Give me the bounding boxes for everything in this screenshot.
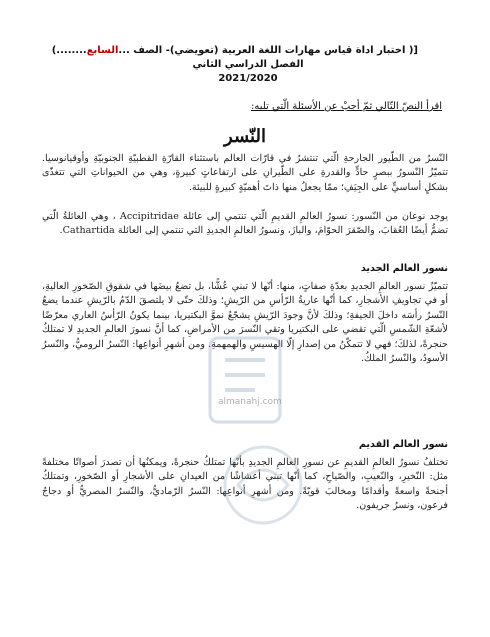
reading-instruction: اقرأ النصّ التّالي ثمّ أجبْ عن الأسئلة الّتي تليه:: [250, 101, 442, 112]
types-paragraph: يوجد نوعان من النّسور: نسورُ العالمِ القديمِ الّتي تنتمي إلى عائلة Accipitridae ، وهي العائلةُ الّتي تضمُّ أيضًا العُقابَ، والصّقرَ الحوّامَ، والبازَ، ونسورُ العالمِ الجديدِ التي تنتمي إلى العائلة Cathartida.: [42, 211, 449, 237]
section-heading-new-world: نسور العالم الجديد: [360, 263, 448, 274]
year-line: 2021/2020: [218, 73, 278, 84]
grade-name: السابع: [86, 45, 119, 56]
exam-title-end: ........): [51, 45, 87, 56]
semester-line: الفصل الدراسي الثاني: [192, 59, 304, 70]
exam-title-start: [( اختبار اداة قياس مهارات اللغة العربية (تعويضي)- الصف ...: [118, 45, 418, 56]
watermark-text: almanahj.com: [218, 397, 282, 407]
watermark-logo-icon: [200, 330, 290, 430]
exam-header: [51, 44, 418, 86]
exam-title-line: [51, 44, 418, 58]
old-world-paragraph: تختلفُ نسورُ العالمِ القديمِ عن نسورِ العالمِ الجديدِ بأنّها تمتلكُ حنجرةً، ويمكنُها أن تصدرَ أصواتًا مختلفةً مثل: النّخيرِ، والنّعيبِ، والصّياحِ، كما أنّها تبني أعشاشًا من العيدانِ على الأشجارِ أو الصّخورِ، وتمتلكُ أجنحةً واسعةً وأقدامًا ومخالبَ قويّةً. ومن أشهرِ أنواعِها: النّسرُ الرّماديُّ، والنّسرُ المصريُّ أو دجاجُ فرعون، ونسرُ جريفون.: [42, 457, 448, 512]
intro-paragraph: النّسرُ من الطّيور الجارحةِ الّتي تنتشرُ في قارّات العالم باستثناء القارّةِ القطبيّةِ الجنوبيّةِ وأوقيانوسيا. تتميّزُ النّسورُ ببصرٍ حادٍّ والقدرةِ على الطّيرانِ على ارتفاعاتٍ كبيرةٍ، وهي من الحيواناتِ التي تتغذّى بشكلٍ أساسيٍّ على الجِيَفِ؛ ممّا يجعلُ منها ذاتَ أهميّةٍ كبيرةٍ للبيئة.: [42, 153, 448, 193]
section-heading-old-world: نسور العالم القديم: [358, 439, 448, 450]
text-title: النّسر: [224, 126, 266, 147]
watermark-seal-icon: [208, 440, 318, 530]
new-world-paragraph: تتميّزُ نسور العالمِ الجديدِ بعدّةِ صفاتٍ، منها: أنّها لا تبني عُشًّا، بل تضعُ بيضَها في شقوقِ الصّخورِ العاليةِ، أو في تجاويفِ الأشجارِ، كما أنّها عاريةُ الرّأسِ من الرّيشِ؛ وذلكَ حتّى لا يلتصقَ الدّمُ بالرّيشِ عندما يضعُ النّسرُ رأسَه داخلَ الجيفةِ؛ وذلكَ لأنَّ وجودَ الرّيشِ يشجّعُ نموَّ البكتيريا، بينما يكونُ الرّأسُ العاري معرّضًا لأشعّةِ الشّمسِ الّتي تقضي على البكتيريا وتقي النّسرَ من الأمراضِ، كما أنَّ نسورَ العالمِ الجديدِ لا تمتلكُ حنجرةً، لذلكَ؛ فهي لا تتمكّنُ من إصدارِ إلّا الهسيسِ والهمهمةِ. ومن أشهرِ أنواعِها: النّسرُ الروميُّ، والنّسرُ الأسودُ، والنّسرُ الملكُ.: [42, 281, 448, 365]
